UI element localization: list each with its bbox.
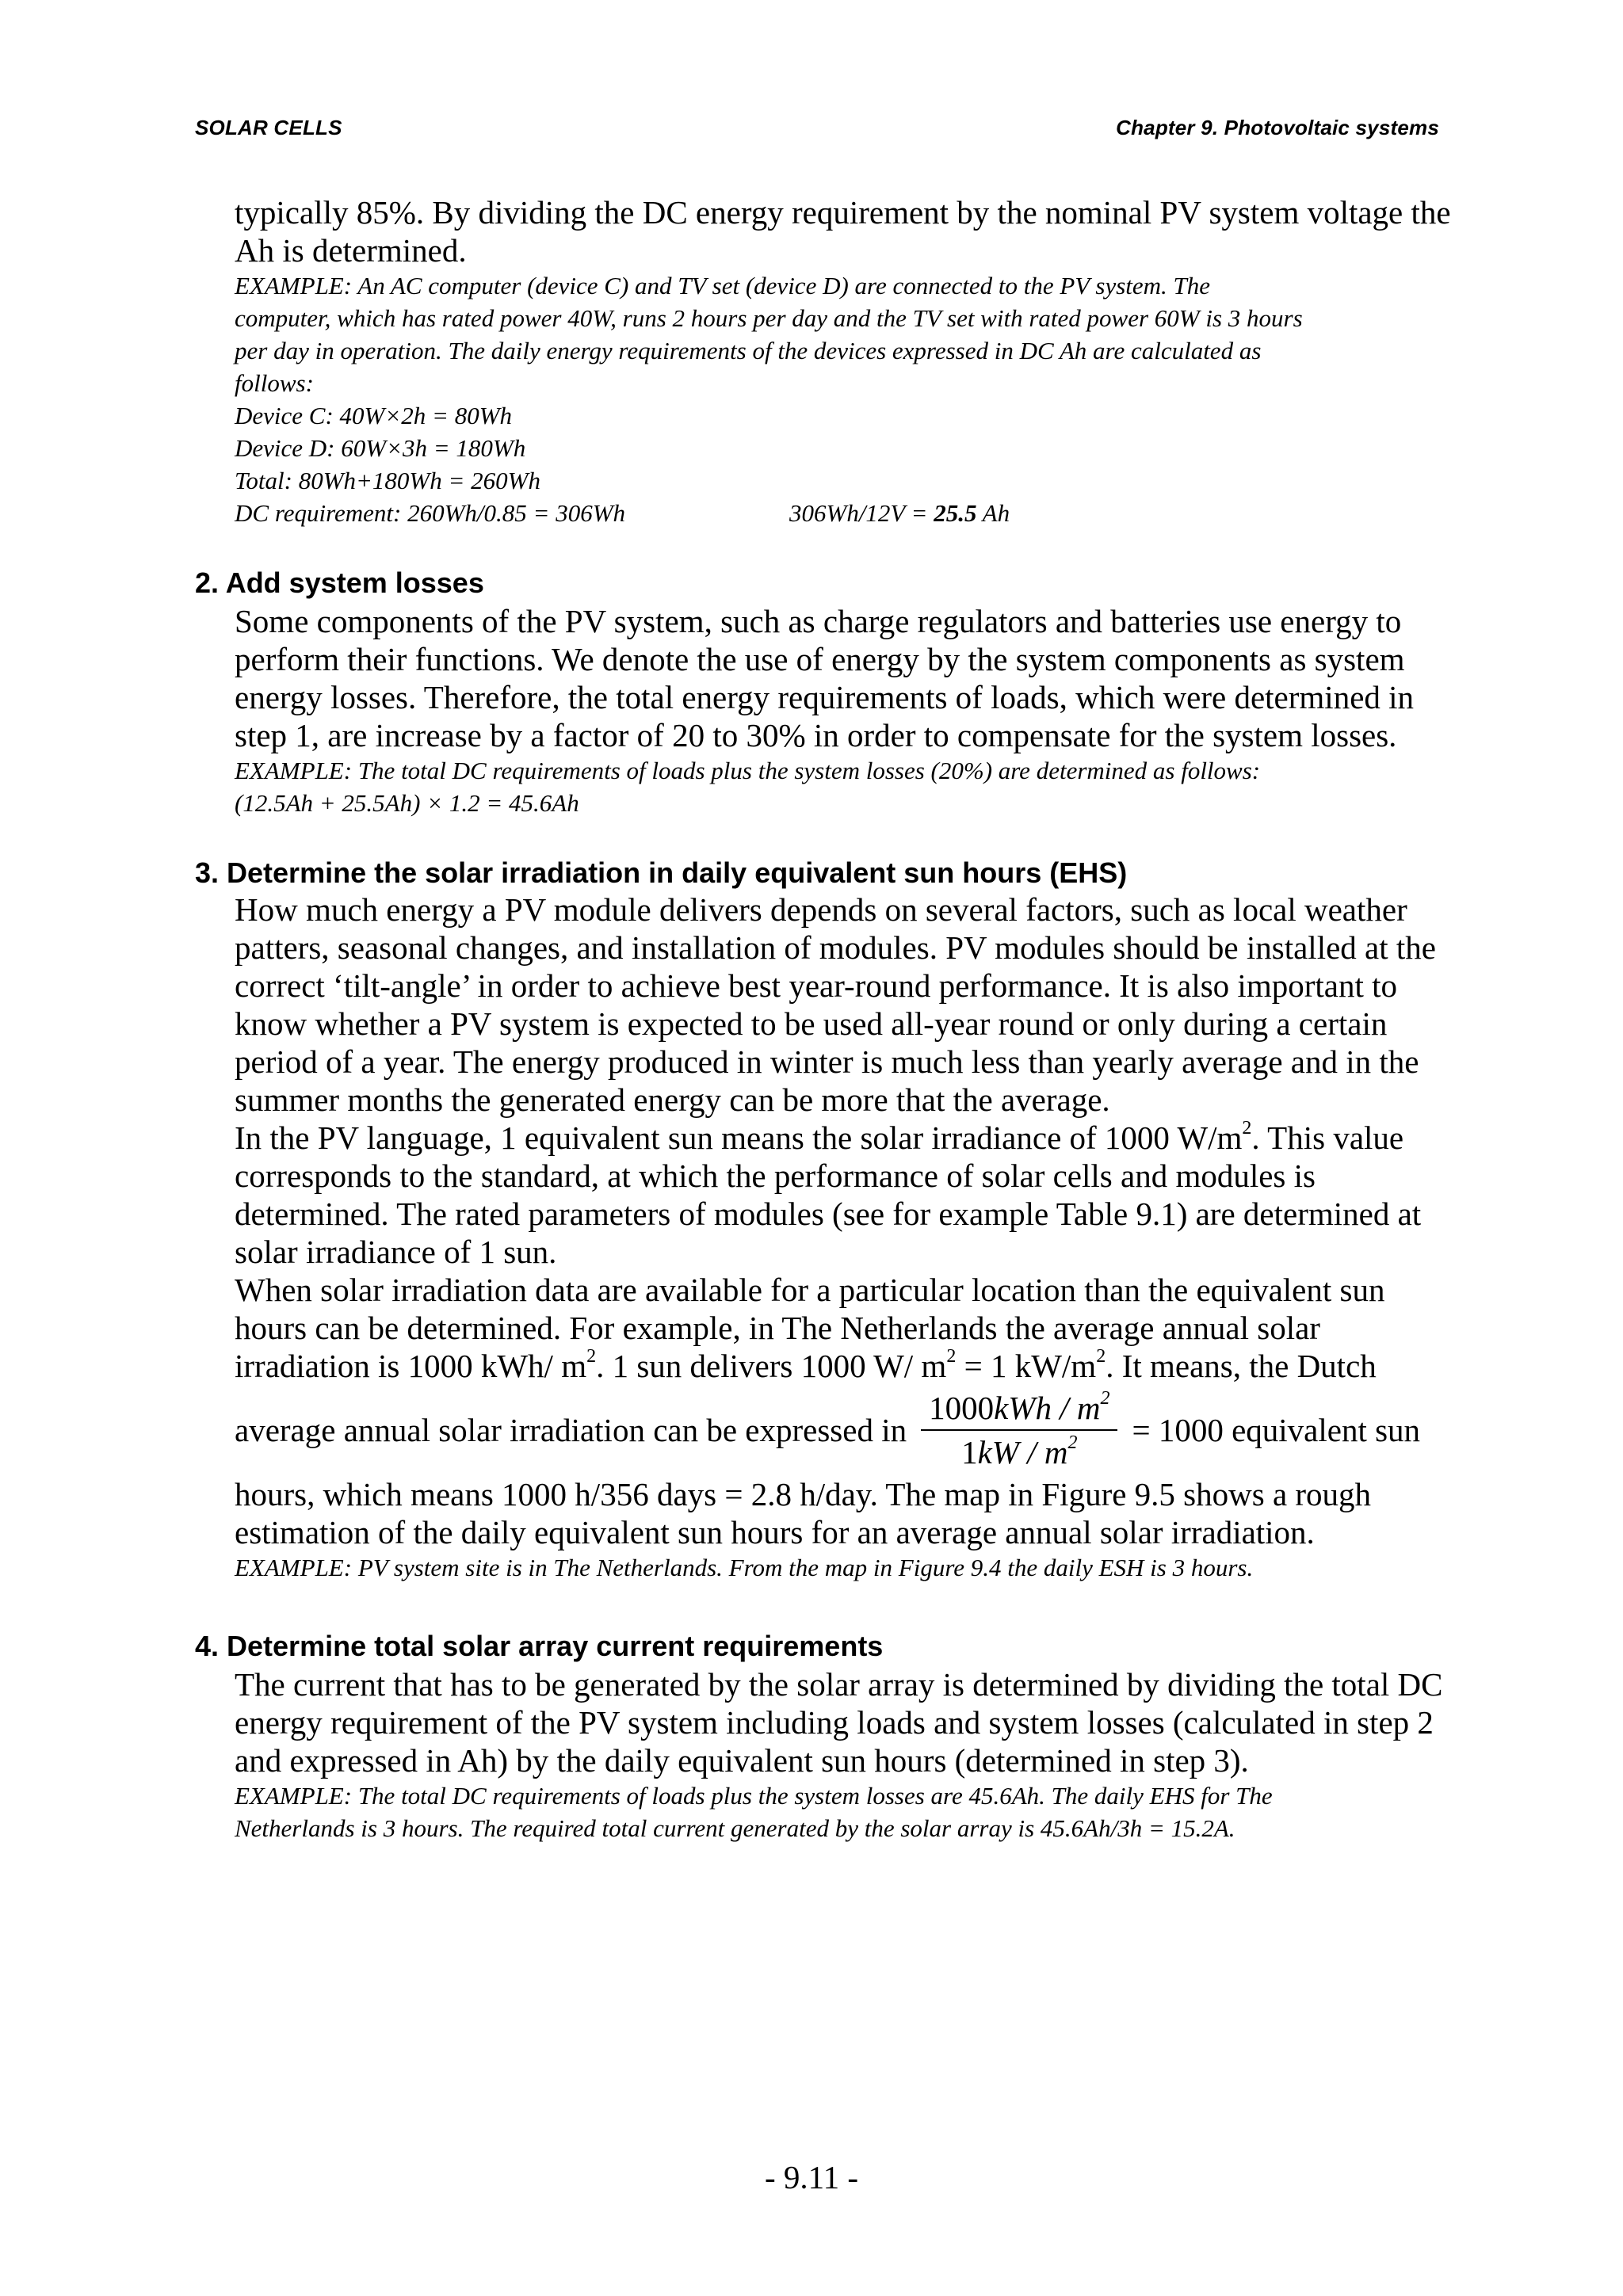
intro-block: [235, 193, 1455, 529]
section-4-heading: 4. Determine total solar array current requirements: [195, 1630, 884, 1662]
dc-result-prefix: 306Wh/12V =: [789, 499, 934, 527]
text-run: . 1 sun delivers 1000 W/ m: [596, 1348, 947, 1384]
formula-prefix: average annual solar irradiation can be expressed in: [235, 1412, 907, 1448]
dc-result-unit: Ah: [976, 499, 1010, 527]
section-2-heading: 2. Add system losses: [195, 566, 484, 599]
denominator-number: 1: [961, 1434, 978, 1470]
text-run: When solar irradiation data are available for a particular location than the equivalent sun hours can be determined. For example, in The Netherlands the average annual solar irradiation is 1000 kWh/ m: [235, 1272, 1385, 1384]
running-head-right: Chapter 9. Photovoltaic systems: [1116, 116, 1439, 139]
section-3-example: [235, 1551, 1455, 1584]
fraction-denominator: [961, 1431, 1077, 1470]
intro-paragraph: typically 85%. By dividing the DC energy requirement by the nominal PV system voltage the Ah is determined.: [235, 194, 1451, 269]
example-line: EXAMPLE: An AC computer (device C) and TV set (device D) are connected to the PV system. The: [235, 272, 1211, 299]
denominator-unit: kW / m: [977, 1434, 1068, 1470]
section-2-paragraph: Some components of the PV system, such as charge regulators and batteries use energy to perform their functions. We denote the use of energy by the system components as system energy losses. Therefore, the total energy requirements of loads, which were determined in step 1, are increase by a factor of 20 to 30% in order to compensate for the system losses.: [235, 603, 1415, 753]
text-run: = 1 kW/m: [956, 1348, 1097, 1384]
section-4-block: [235, 1665, 1455, 1844]
text-run: In the PV language, 1 equivalent sun means the solar irradiance of 1000 W/m: [235, 1119, 1243, 1156]
text-run: . It means, the Dutch: [1106, 1348, 1377, 1384]
numerator-number: 1000: [929, 1390, 995, 1426]
section-2-example: [235, 754, 1455, 819]
numerator-unit: kWh / m: [994, 1390, 1101, 1426]
example-line: follows:: [235, 369, 314, 397]
intro-example: [235, 269, 1455, 529]
superscript: 2: [1067, 1432, 1078, 1454]
superscript: 2: [1100, 1388, 1110, 1409]
example-line: EXAMPLE: PV system site is in The Netherlands. From the map in Figure 9.4 the daily ESH is 3 hours.: [235, 1554, 1254, 1581]
formula-fraction: [921, 1390, 1117, 1470]
section-3-paragraph-3: [235, 1271, 1455, 1385]
example-line: per day in operation. The daily energy requirements of the devices expressed in DC Ah are calculated as: [235, 337, 1262, 364]
page-number: - 9.11 -: [764, 2159, 859, 2195]
section-4-example: [235, 1779, 1455, 1844]
dc-requirement-line: [235, 497, 1455, 529]
dc-result-value: 25.5: [934, 499, 977, 527]
formula-line: [235, 1390, 1455, 1470]
text-run: . This value corresponds to the standard, at which the performance of solar cells and modules is determined. The rated parameters of modules (see for example Table 9.1) are determined at solar irradiance of 1 sun.: [235, 1119, 1422, 1270]
superscript: 2: [946, 1346, 957, 1367]
superscript: 2: [1096, 1346, 1106, 1367]
formula-suffix: = 1000 equivalent sun: [1132, 1412, 1421, 1448]
example-line: Device D: 60W×3h = 180Wh: [235, 434, 526, 462]
superscript: 2: [586, 1346, 597, 1367]
section-3-block: [235, 891, 1455, 1584]
example-line: Netherlands is 3 hours. The required total current generated by the solar array is 45.6Ah/3h = 15.2A.: [235, 1814, 1235, 1842]
section-3-paragraph-4: hours, which means 1000 h/356 days = 2.8 h/day. The map in Figure 9.5 shows a rough estimation of the daily equivalent sun hours for an average annual solar irradiation.: [235, 1476, 1372, 1550]
section-2-block: [235, 602, 1455, 819]
example-line: EXAMPLE: The total DC requirements of loads plus the system losses (20%) are determined as follows:: [235, 757, 1261, 784]
fraction-numerator: [921, 1390, 1117, 1431]
superscript: 2: [1242, 1118, 1252, 1139]
section-3-paragraph-1: How much energy a PV module delivers depends on several factors, such as local weather patters, seasonal changes, and installation of modules. PV modules should be installed at the correct ‘tilt-angle’ in order to achieve best year-round performance. It is also important to know whether a PV system is expected to be used all-year round or only during a certain period of a year. The energy produced in winter is much less than yearly average and in the summer months the generated energy can be more that the average.: [235, 891, 1436, 1118]
example-line: EXAMPLE: The total DC requirements of loads plus the system losses are 45.6Ah. The daily EHS for The: [235, 1782, 1273, 1810]
section-4-paragraph: The current that has to be generated by the solar array is determined by dividing the total DC energy requirement of the PV system including loads and system losses (calculated in step 2 and expressed in Ah) by the daily equivalent sun hours (determined in step 3).: [235, 1666, 1443, 1779]
example-line: (12.5Ah + 25.5Ah) × 1.2 = 45.6Ah: [235, 789, 579, 817]
section-3-heading: 3. Determine the solar irradiation in daily equivalent sun hours (EHS): [195, 856, 1128, 889]
example-line: computer, which has rated power 40W, runs 2 hours per day and the TV set with rated power 60W is 3 hours: [235, 304, 1303, 332]
example-line: Device C: 40W×2h = 80Wh: [235, 402, 513, 429]
dc-requirement: DC requirement: 260Wh/0.85 = 306Wh: [235, 499, 626, 527]
section-3-paragraph-2: [235, 1119, 1455, 1271]
running-head-left: SOLAR CELLS: [195, 116, 342, 139]
example-line: Total: 80Wh+180Wh = 260Wh: [235, 467, 541, 494]
